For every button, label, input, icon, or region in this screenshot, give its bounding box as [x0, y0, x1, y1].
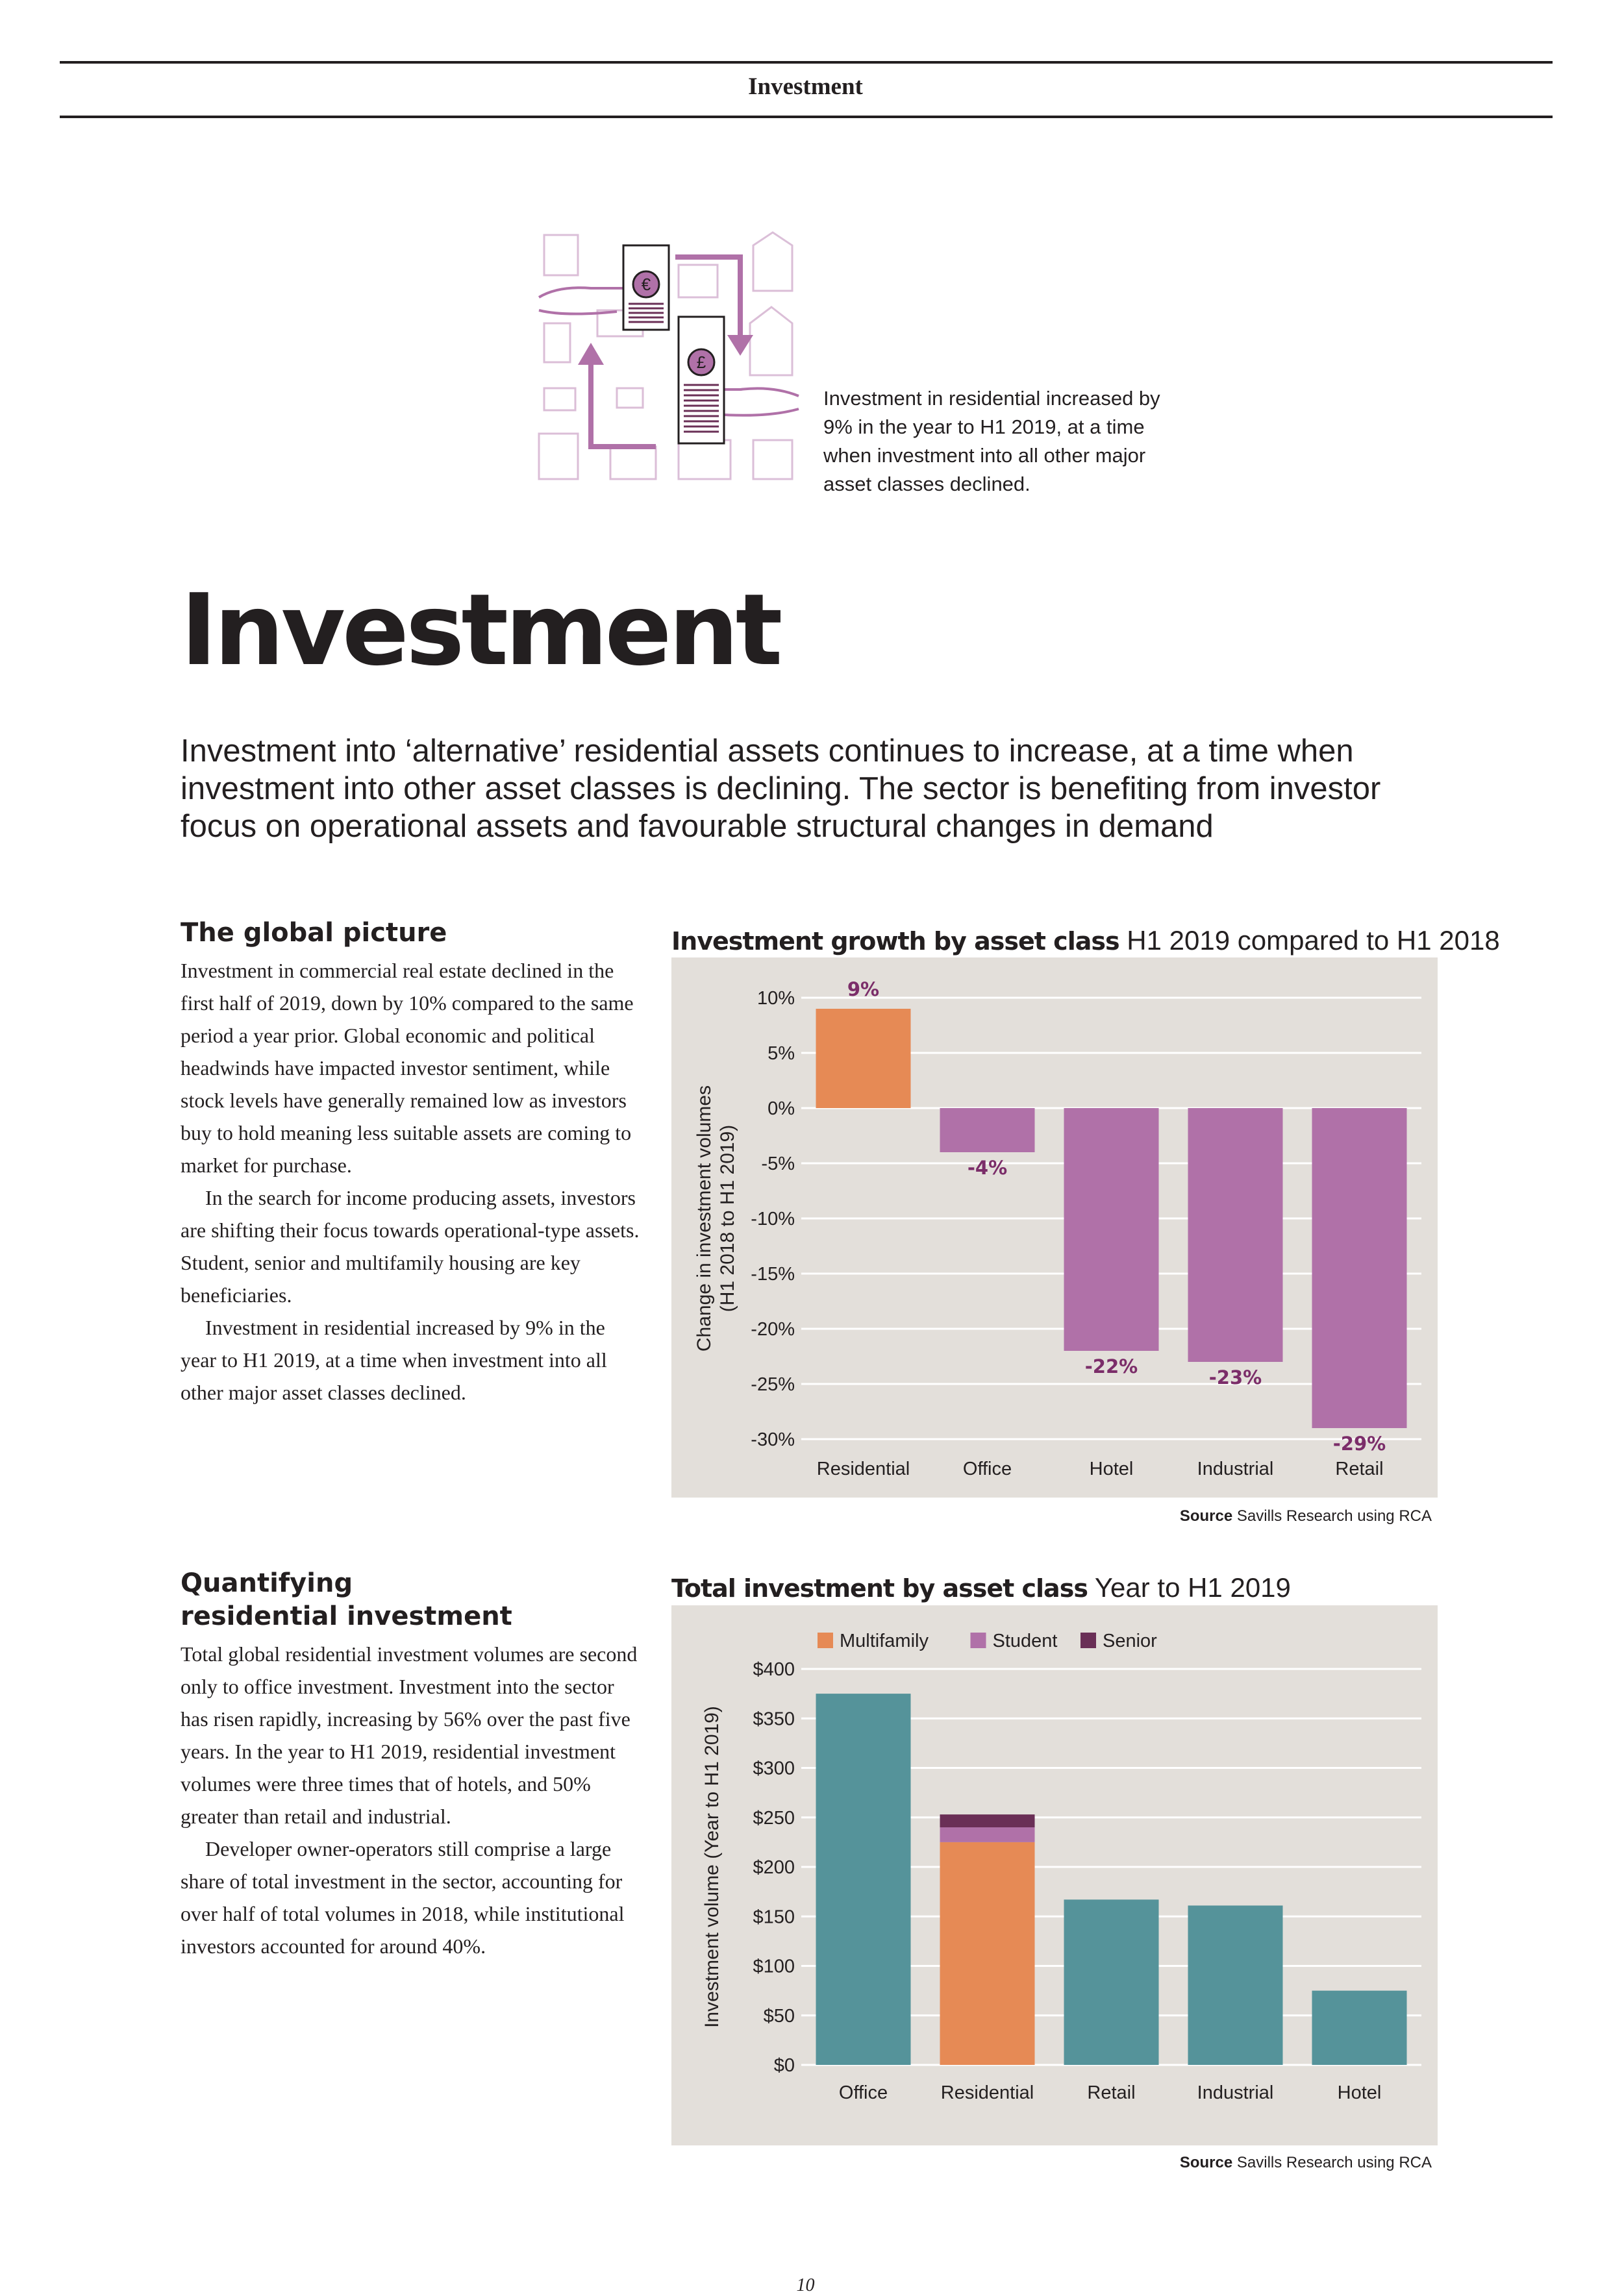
y-axis-title-line: (H1 2018 to H1 2019): [717, 1124, 738, 1313]
bar-segment: [940, 1842, 1035, 2065]
data-label: -23%: [1208, 1366, 1262, 1389]
y-tick-label: $0: [773, 2055, 795, 2076]
source-label: Source: [1179, 2154, 1233, 2171]
y-tick-label: -5%: [761, 1154, 795, 1174]
source-text: Savills Research using RCA: [1236, 2154, 1432, 2171]
body-paragraph: Total global residential investment volumes are second only to office investment. Investment into the sector has risen rapidly, increasing by 56% over the past five years. In the year to H1 2019, residential investment volumes were three times that of hotels, and 50% greater than retail and industrial.: [181, 1642, 638, 1828]
y-tick-label: $400: [753, 1659, 795, 1680]
legend-label: Student: [992, 1631, 1058, 1651]
y-axis-title-line: Change in investment volumes: [693, 1085, 715, 1352]
y-tick-label: 10%: [756, 988, 795, 1009]
y-tick-label: -30%: [751, 1429, 795, 1450]
y-axis-title: [693, 1085, 738, 1352]
global-picture-heading: The global picture: [181, 918, 447, 948]
x-tick-label: Residential: [816, 1459, 910, 1479]
bar: [940, 1108, 1035, 1152]
y-tick-label: -10%: [751, 1209, 795, 1229]
y-tick-label: -25%: [751, 1374, 795, 1395]
chart2-source: [1180, 2154, 1432, 2172]
bar: [1064, 1899, 1159, 2065]
chart1-title-light: H1 2019 compared to H1 2018: [1127, 925, 1500, 956]
quantifying-body: [181, 1638, 642, 1962]
header-rule-top: [60, 61, 1553, 64]
chart2-plot: [671, 1605, 1438, 2145]
chart1-plot: [671, 957, 1438, 1498]
bar-segment: [940, 1814, 1035, 1827]
chart2-title: [671, 1574, 1291, 1601]
x-tick-label: Hotel: [1089, 1459, 1134, 1479]
x-tick-label: Residential: [940, 2082, 1034, 2103]
bar: [1188, 1905, 1283, 2065]
legend-label: Multifamily: [840, 1631, 929, 1651]
body-paragraph: Investment in commercial real estate declined in the first half of 2019, down by 10% compared to the same period a year prior. Global economic and political headwinds have impacted investor sentiment, while stock levels have generally remained low as investors buy to hold meaning less suitable assets are coming to market for purchase.: [181, 959, 634, 1177]
y-tick-label: $200: [753, 1857, 795, 1878]
hero-caption: Investment in residential increased by 9% in the year to H1 2019, at a time when investment into all other major asset classes declined.: [823, 387, 1160, 495]
data-label: -22%: [1084, 1355, 1138, 1377]
x-tick-label: Industrial: [1197, 2082, 1274, 2103]
source-label: Source: [1179, 1507, 1233, 1525]
bar: [1188, 1108, 1283, 1362]
global-picture-body: [181, 954, 642, 1409]
pound-symbol: £: [696, 352, 706, 372]
body-paragraph: Investment in residential increased by 9% in the year to H1 2019, at a time when investment into all other major asset classes declined.: [181, 1316, 607, 1404]
bar: [816, 1694, 911, 2065]
y-tick-label: $250: [753, 1807, 795, 1829]
heading-line: Quantifying: [181, 1568, 353, 1598]
page-title: Investment: [181, 573, 780, 687]
data-label: 9%: [847, 978, 880, 1000]
y-axis-title: [701, 1706, 723, 2028]
y-tick-label: 5%: [768, 1043, 795, 1064]
data-label: -29%: [1332, 1433, 1386, 1455]
y-axis-title-text: Investment volume (Year to H1 2019): [701, 1706, 723, 2028]
chart1-source: [1180, 1507, 1432, 1525]
x-tick-label: Hotel: [1337, 2082, 1382, 2103]
y-tick-label: -20%: [751, 1319, 795, 1340]
bar: [816, 1009, 911, 1108]
euro-symbol: €: [641, 275, 651, 294]
x-tick-label: Retail: [1335, 1459, 1384, 1479]
chart2-title-light: Year to H1 2019: [1094, 1572, 1291, 1603]
body-paragraph: Developer owner-operators still comprise a large share of total investment in the sector, accounting for over half of total volumes in 2018, while institutional investors accounted for around 40%.: [181, 1837, 625, 1958]
currency-exchange-icon: [532, 226, 805, 486]
quantifying-heading: [181, 1567, 512, 1633]
bar-segment: [940, 1827, 1035, 1842]
bar: [1312, 1991, 1407, 2065]
chart2-panel: [671, 1605, 1438, 2145]
chart1-title-bold: Investment growth by asset class: [671, 927, 1119, 956]
bar: [1064, 1108, 1159, 1351]
x-tick-label: Office: [962, 1459, 1012, 1479]
y-tick-label: $150: [753, 1907, 795, 1928]
legend-swatch: [971, 1633, 986, 1648]
legend-swatch: [818, 1633, 833, 1648]
data-label: -4%: [967, 1157, 1008, 1179]
chart1-panel: [671, 957, 1438, 1498]
heading-line: residential investment: [181, 1601, 512, 1631]
y-tick-label: $100: [753, 1956, 795, 1977]
body-paragraph: In the search for income producing assets, investors are shifting their focus towards operational-type assets. Student, senior and multifamily housing are key beneficiaries.: [181, 1186, 640, 1307]
x-tick-label: Retail: [1087, 2082, 1136, 2103]
y-tick-label: $350: [753, 1709, 795, 1730]
source-text: Savills Research using RCA: [1236, 1507, 1432, 1525]
y-tick-label: $300: [753, 1758, 795, 1779]
bar: [1312, 1108, 1407, 1428]
x-tick-label: Industrial: [1197, 1459, 1274, 1479]
section-header: Investment: [748, 73, 863, 100]
legend-swatch: [1080, 1633, 1096, 1648]
x-tick-label: Office: [838, 2082, 888, 2103]
y-tick-label: $50: [763, 2005, 795, 2027]
y-tick-label: 0%: [768, 1098, 795, 1119]
y-tick-label: -15%: [751, 1264, 795, 1285]
header-rule-bottom: [60, 116, 1553, 118]
chart1-title: [671, 927, 1500, 954]
intro-paragraph: Investment into ‘alternative’ residential assets continues to increase, at a time when investment into other asset classes is declining. The sector is benefiting from investor focus on operational assets and favourable structural changes in demand: [181, 734, 1381, 844]
chart2-title-bold: Total investment by asset class: [671, 1574, 1088, 1603]
page-number: 10: [796, 2275, 815, 2295]
legend-label: Senior: [1103, 1631, 1157, 1651]
